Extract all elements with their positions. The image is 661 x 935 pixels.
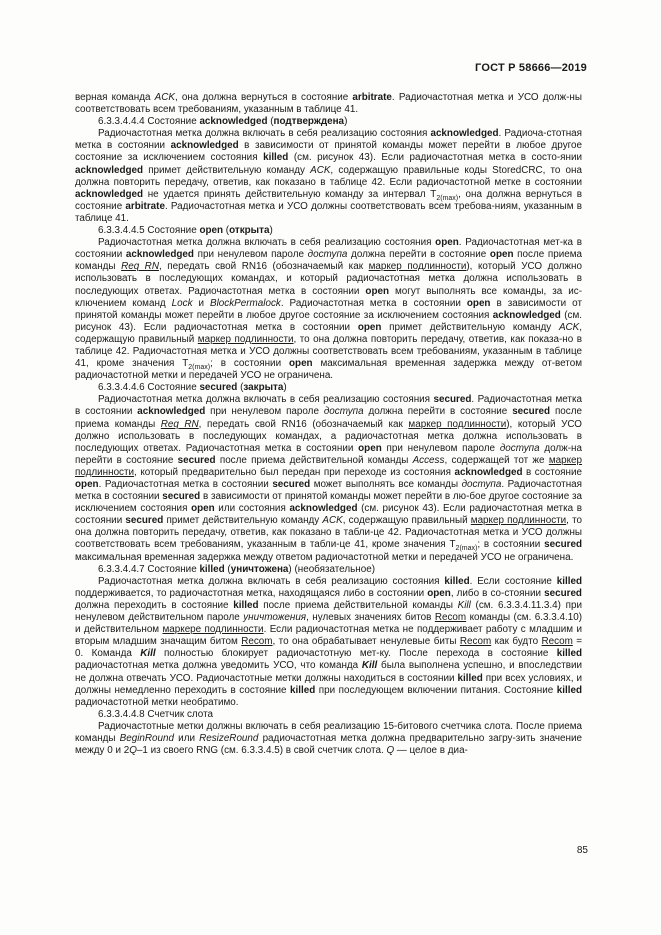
paragraph: верная команда ACK, она должна вернуться в состояние arbitrate. Радиочастотная метка и УСО долж-ны соответствовать всем требованиям, указанным в таблице 41. xyxy=(75,92,582,116)
document-header: ГОСТ Р 58666—2019 xyxy=(475,62,587,74)
section-heading: 6.3.3.4.4.8 Счетчик слота xyxy=(98,708,213,720)
section-heading: 6.3.3.4.4.6 Состояние secured (закрыта) xyxy=(98,382,287,394)
paragraph: Радиочастотная метка должна включать в себя реализацию состояния killed. Если состояние killed поддерживается, то радиочастотная метка, находящаяся либо в состоянии open, либо в со-стоянии secured должна переходить в состояние killed после приема действительной команды Kill (см. 6.3.3.4.11.3.4) при ненулевом действительном пароле уничтожения, нулевых значениях битов Recom команды (см. 6.3.3.4.10) и действительном маркере подлинности. Если радиочастотная метка не поддерживает работу с младшим и вторым младшим значащим битом Recom, то она обрабатывает ненулевые биты Recom как будто Recom = 0. Команда Kill полностью блокирует радиочастотную мет-ку. После перехода в состояние killed радиочастотная метка должна уведомить УСО, что команда Kill была выполнена успешно, и впоследствии не должна отвечать УСО. Радиочастотные метки должны находиться в состоянии killed при всех условиях, и должны немедленно переходить в состояние killed при последующем включении питания. Состояние killed радиочастотной метки необратимо. xyxy=(75,575,583,708)
paragraph: Радиочастотная метка должна включать в себя реализацию состояния acknowledged. Радиоча-стотная метка в состоянии acknowledged в зависимости от принятой команды может перейти в любое другое состояние за исключением состояния killed (см. рисунок 43). Если радиочастотная метка в состо-янии acknowledged примет действительную команду ACK, содержащую правильные коды StoredCRC, то она должна повторить передачу, ответив, как показано в таблице 42. Если радиочастотной метке в состоянии acknowledged не удается принять действительную команду за интервал $T_{2(max)}$, она должна вернуться в состояние arbitrate. Радиочастотная метка и УСО должны соответствовать всем требова-ниям, указанным в таблице 41. xyxy=(75,128,583,224)
paragraph: Радиочастотная метка должна включать в себя реализацию состояния open. Радиочастотная мет-ка в состоянии acknowledged при ненулевом пароле доступа должна перейти в состояние open после приема команды Req_RN, передать свой RN16 (обозначаемый как маркер подлинности), который УСО должно использовать в последующих командах, и который радиочастотная метка должна использовать в последующих ответах. Радиочастотная метка в состоянии open могут выполнять все команды, за ис-ключением команд Lock и BlockPermalock. Радиочастотная метка в состоянии open в зависимости от принятой команды может перейти в любое другое состояние за исключением состояния acknowledged (см. рисунок 43). Если радиочастотная метка в состоянии open примет действительную команду ACK, содержащую правильный маркер подлинности, то она должна повторить передачу, ответив, как показа-но в таблице 42. Радиочастотная метка и УСО должны соответствовать всем требованиям, указанным в таблице 41, кроме значения $T_{2(max)}$; в состоянии open максимальная временная задержка между от-ветом радиочастотной метки и передачей УСО не ограничена. xyxy=(75,237,583,382)
section-heading: 6.3.3.4.4.5 Состояние open (открыта) xyxy=(98,225,273,237)
page-number: 85 xyxy=(576,845,588,856)
section-heading: 6.3.3.4.4.7 Состояние killed (уничтожена) (необязательное) xyxy=(98,563,375,575)
paragraph: Радиочастотная метка должна включать в себя реализацию состояния secured. Радиочастотная метка в состоянии acknowledged при ненулевом пароле доступа должна перейти в состояние secured после приема команды Req_RN, передать свой RN16 (обозначаемый как маркер подлинности), который УСО должно использовать в последующих командах, а радиочастотная метка должна использовать в последующих ответах. Радиочастотная метка в состоянии open при ненулевом пароле доступа долж-на перейти в состояние secured после приема действительной команды Access, содержащей тот же маркер подлинности, который предварительно был передан при переходе из состояния acknowledged в состояние open. Радиочастотная метка в состоянии secured может выполнять все команды доступа. Радиочастотная метка в состоянии secured в зависимости от принятой команды может перейти в лю-бое другое состояние за исключением состояния open или состояния acknowledged (см. рисунок 43). Если радиочастотная метка в состоянии secured примет действительную команду ACK, содержащую правильный маркер подлинности, то она должна повторить передачу, ответив, как показано в табли-це 42. Радиочастотная метка и УСО должны соответствовать всем требованиям, указанным в табли-це 41, кроме значения $T_{2(max)}$; в состоянии secured максимальная временная задержка между ответом радиочастотной метки и передачей УСО не ограничена. xyxy=(75,394,583,563)
paragraph: Радиочастотные метки должны включать в себя реализацию 15-битового счетчика слота. После приема команды BeginRound или ResizeRound радиочастотная метка должна предварительно загру-зить значение между 0 и 2Q–1 из своего RNG (см. 6.3.3.4.5) в свой счетчик слота. Q — целое в диа- xyxy=(75,720,582,757)
document-body xyxy=(75,92,582,757)
section-heading: 6.3.3.4.4.4 Состояние acknowledged (подтверждена) xyxy=(98,116,348,128)
